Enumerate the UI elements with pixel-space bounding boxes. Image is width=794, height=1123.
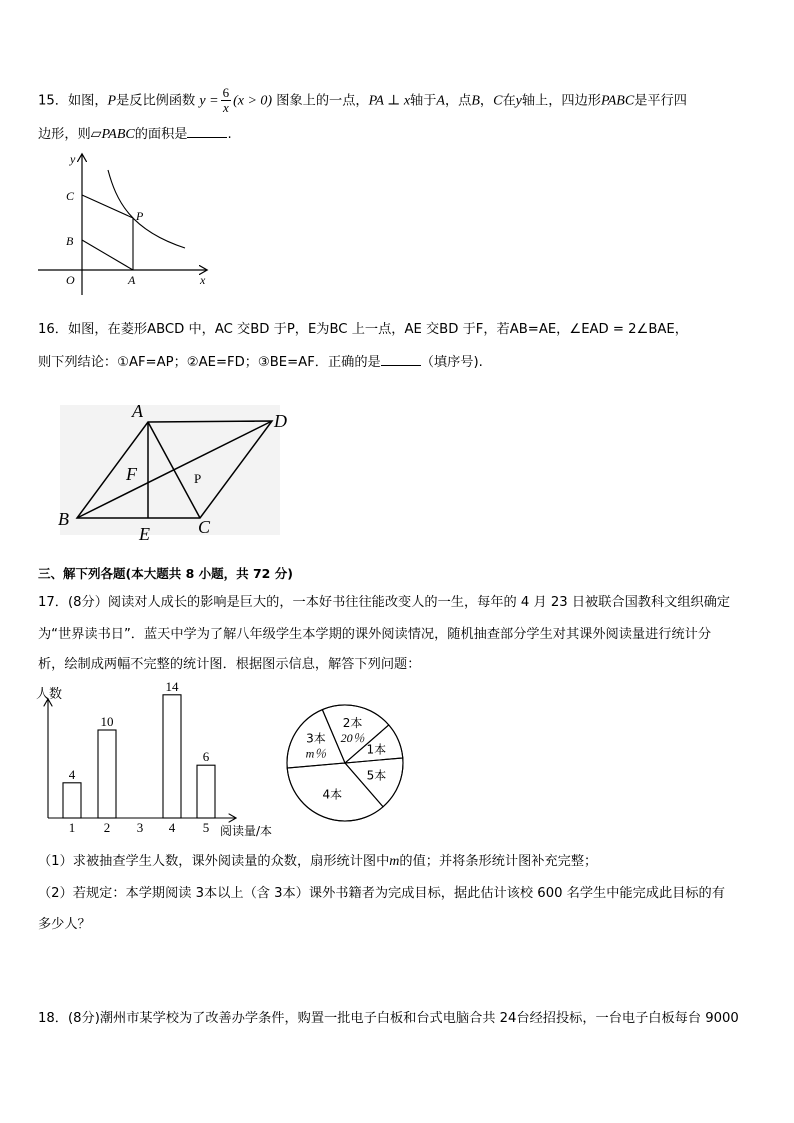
q15-condition: (x > 0) bbox=[233, 93, 273, 109]
figure-16 bbox=[50, 395, 300, 545]
q15-fraction bbox=[221, 86, 232, 115]
q15-answer-blank bbox=[187, 124, 227, 138]
pie-percent-label-3本: m％ bbox=[305, 746, 327, 761]
q17-sub2-line2: 多少人？ bbox=[38, 917, 91, 932]
q15-number: 15．如图， bbox=[38, 93, 108, 109]
q15-var-a: A bbox=[436, 93, 445, 109]
bar-chart-y-label: 人数 bbox=[36, 687, 63, 702]
bar-value-label-4: 14 bbox=[165, 678, 179, 694]
fig16-label-b: B bbox=[58, 509, 69, 529]
bar-5 bbox=[197, 765, 215, 818]
fig15-label-o: O bbox=[66, 273, 75, 287]
q15-var-b: B bbox=[471, 93, 480, 109]
fig16-label-d: D bbox=[274, 411, 287, 431]
q15-line2-text: 边形，则 bbox=[38, 127, 91, 142]
x-tick-label-5: 5 bbox=[202, 820, 210, 835]
q18-line1: 18．(8分)潮州市某学校为了改善办学条件，购置一批电子白板和台式电脑合共 24台经招投标，一台电子白板每台 9000 bbox=[38, 1011, 739, 1026]
q17-sub2-line1: （2）若规定：本学期阅读 3本以上（含 3本）课外书籍者为完成目标，据此估计该校 600 名学生中能完成此目标的有 bbox=[38, 886, 725, 901]
q15-frac-den: x bbox=[222, 100, 229, 115]
fig16-label-c: C bbox=[198, 517, 211, 537]
fig15-label-c: C bbox=[66, 189, 75, 203]
fig15-label-p: P bbox=[136, 209, 144, 223]
fig16-label-e: E bbox=[139, 524, 150, 544]
fig15-segment-bp bbox=[82, 240, 133, 270]
pie-label-5本: 5本 bbox=[366, 768, 387, 783]
pie-label-1本: 1本 bbox=[366, 742, 387, 757]
q16-line2-text: （填序号). bbox=[420, 355, 483, 370]
fig15-hyperbola bbox=[108, 170, 185, 248]
bar-value-label-1: 4 bbox=[68, 766, 76, 782]
q15-var-pabc: PABC bbox=[600, 93, 635, 109]
x-tick-label-3: 3 bbox=[136, 820, 144, 835]
q15-text: 轴上，四边形 bbox=[521, 93, 601, 109]
q15-line2-text: 的面积是 bbox=[134, 127, 188, 142]
q16-line2 bbox=[38, 352, 483, 373]
q15-text: ， bbox=[479, 93, 494, 109]
fig15-label-y: y bbox=[70, 152, 76, 166]
pie-label-3本: 3本 bbox=[306, 731, 326, 746]
q17-line3: 析，绘制成两幅不完整的统计图．根据图示信息，解答下列问题： bbox=[38, 657, 421, 672]
pie-label-2本: 2本 bbox=[342, 715, 363, 730]
q15-text: 是平行四 bbox=[634, 93, 687, 109]
section-3-heading: 三、解下列各题(本大题共 8 小题，共 72 分) bbox=[38, 566, 293, 581]
x-tick-label-4: 4 bbox=[168, 820, 176, 835]
q17-sub1-text: 的值；并将条形统计图补充完整； bbox=[399, 854, 598, 869]
q17-sub1-text: （1）求被抽查学生人数，课外阅读量的众数，扇形统计图中 bbox=[38, 854, 390, 869]
fig15-label-x: x bbox=[200, 273, 206, 287]
bar-chart-x-label: 阅读量/本 bbox=[220, 824, 273, 838]
bar-2 bbox=[98, 730, 116, 818]
q15-var-y: y bbox=[515, 93, 522, 109]
q16-line2-text: 则下列结论：①AF=AP；②AE=FD；③BE=AF．正确的是 bbox=[38, 355, 381, 370]
q15-frac-num: 6 bbox=[222, 85, 230, 100]
q17-line2: 为“世界读书日”．蓝天中学为了解八年级学生本学期的课外阅读情况，随机抽查部分学生对其课外阅读量进行统计分 bbox=[38, 627, 712, 642]
q15-parallelogram: ▱PABC bbox=[90, 127, 135, 142]
fig15-label-a: A bbox=[128, 273, 136, 287]
fig16-label-f: F bbox=[126, 464, 137, 484]
q15-text: 是反比例函数 bbox=[116, 93, 196, 109]
pie-percent-label-2本: 20％ bbox=[340, 730, 365, 745]
q15-var-p: P bbox=[107, 93, 117, 109]
bar-value-label-5: 6 bbox=[202, 749, 210, 765]
q17-line1: 17．(8分）阅读对人成长的影响是巨大的，一本好书往往能改变人的一生，每年的 4 月 23 日被联合国教科文组织确定 bbox=[38, 595, 731, 610]
q15-line2 bbox=[38, 124, 232, 145]
fig16-label-p: P bbox=[194, 471, 202, 486]
bar-1 bbox=[63, 783, 81, 818]
q15-pa-perp: PA ⊥ x bbox=[368, 93, 411, 109]
fig15-segment-cp bbox=[82, 195, 133, 218]
fig16-label-a: A bbox=[132, 401, 143, 421]
q15-var-c: C bbox=[493, 93, 503, 109]
q15-text: 在 bbox=[502, 93, 516, 109]
q15-text: ，点 bbox=[444, 93, 472, 109]
q15-line1 bbox=[38, 86, 687, 115]
q16-line1: 16．如图，在菱形ABCD 中，AC 交BD 于P，E为BC 上一点，AE 交BD 于F，若AB=AE，∠EAD = 2∠BAE， bbox=[38, 322, 688, 337]
q15-text: 轴于 bbox=[410, 93, 437, 109]
q15-text: 图象上的一点， bbox=[276, 93, 369, 109]
fig15-label-b: B bbox=[66, 234, 74, 248]
q17-sub1 bbox=[38, 852, 597, 872]
q15-y-eq: y = bbox=[199, 93, 219, 109]
bar-chart-marks bbox=[63, 679, 215, 835]
q15-period: . bbox=[227, 127, 232, 142]
pie-chart-marks bbox=[287, 705, 403, 821]
figure-15 bbox=[30, 150, 220, 295]
bar-chart bbox=[30, 678, 290, 843]
fig16-background bbox=[60, 405, 280, 535]
x-tick-label-2: 2 bbox=[103, 820, 111, 835]
bar-4 bbox=[163, 695, 181, 818]
pie-chart bbox=[280, 698, 410, 828]
q17-sub1-var-m: m bbox=[389, 854, 400, 869]
q16-answer-blank bbox=[381, 352, 421, 366]
x-tick-label-1: 1 bbox=[68, 820, 76, 835]
bar-value-label-2: 10 bbox=[100, 714, 114, 729]
pie-label-4本: 4本 bbox=[322, 787, 343, 802]
